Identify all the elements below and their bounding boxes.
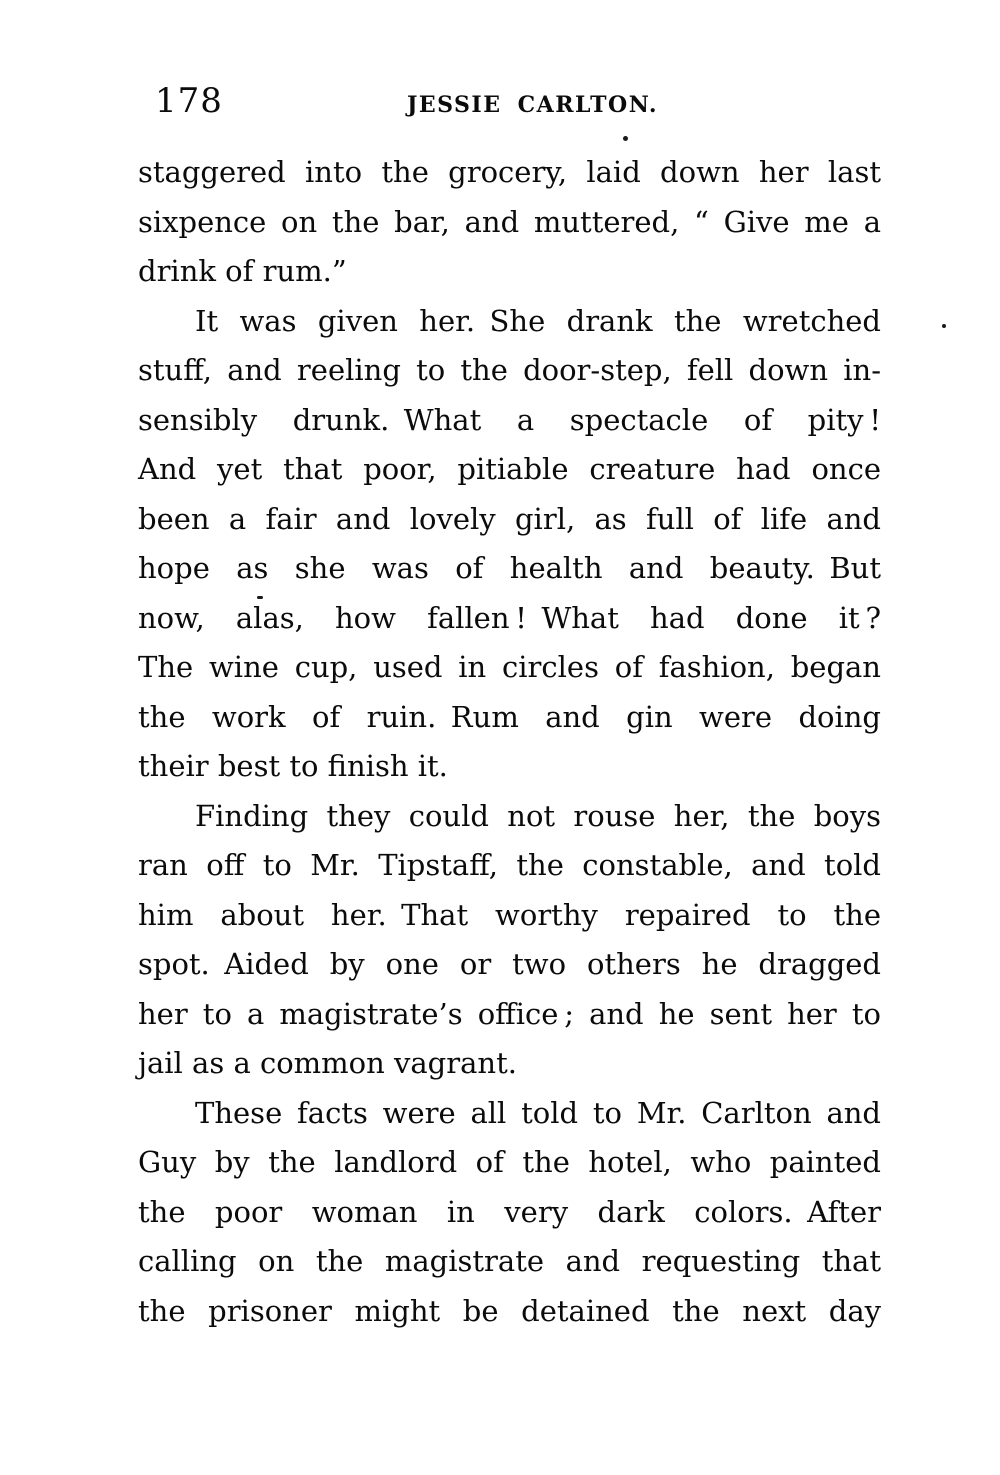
text-line: ran off to Mr. Tipstaff, the constable, and told — [138, 848, 881, 882]
text-line: staggered into the grocery, laid down her last — [138, 155, 881, 189]
ink-speck — [623, 136, 628, 141]
ink-speck — [942, 324, 946, 328]
text-line: drink of rum.” — [138, 254, 347, 288]
text-line: It was given her. She drank the wretched — [195, 303, 881, 338]
text-line: the poor woman in very dark colors. After — [138, 1194, 881, 1229]
text-line: The wine cup, used in circles of fashion, began — [138, 650, 881, 684]
page-number: 178 — [155, 81, 223, 121]
text-line: sensibly drunk. What a spectacle of pity ! — [138, 402, 881, 437]
running-header-title: JESSIE CARLTON. — [406, 92, 659, 118]
text-line: stuff, and reeling to the door-step, fell down in- — [138, 353, 881, 387]
text-line: Guy by the landlord of the hotel, who painted — [138, 1145, 881, 1179]
text-line: hope as she was of health and beauty. But — [138, 551, 881, 585]
text-line: the work of ruin. Rum and gin were doing — [138, 699, 881, 734]
paragraph — [138, 792, 881, 1089]
text-line: their best to finish it. — [138, 749, 448, 783]
text-line: the prisoner might be detained the next day — [138, 1293, 881, 1328]
text-line: spot. Aided by one or two others he dragged — [138, 947, 881, 981]
text-line: jail as a common vagrant. — [138, 1046, 517, 1080]
text-line: been a fair and lovely girl, as full of life and — [138, 501, 881, 536]
text-line: her to a magistrate’s office ; and he sent her to — [138, 996, 881, 1031]
text-line: And yet that poor, pitiable creature had once — [138, 452, 881, 486]
paragraph — [138, 148, 881, 297]
paragraph — [138, 1089, 881, 1337]
text-line: Finding they could not rouse her, the boys — [195, 798, 881, 833]
text-line: sixpence on the bar, and muttered, “ Give me a — [138, 204, 881, 239]
text-line: him about her. That worthy repaired to the — [138, 897, 881, 932]
text-line: now, alas, how fallen ! What had done it ? — [138, 600, 881, 635]
paragraph — [138, 297, 881, 792]
body-text — [138, 148, 881, 1336]
text-line: calling on the magistrate and requesting that — [138, 1244, 881, 1278]
text-line: These facts were all told to Mr. Carlton and — [195, 1095, 881, 1130]
